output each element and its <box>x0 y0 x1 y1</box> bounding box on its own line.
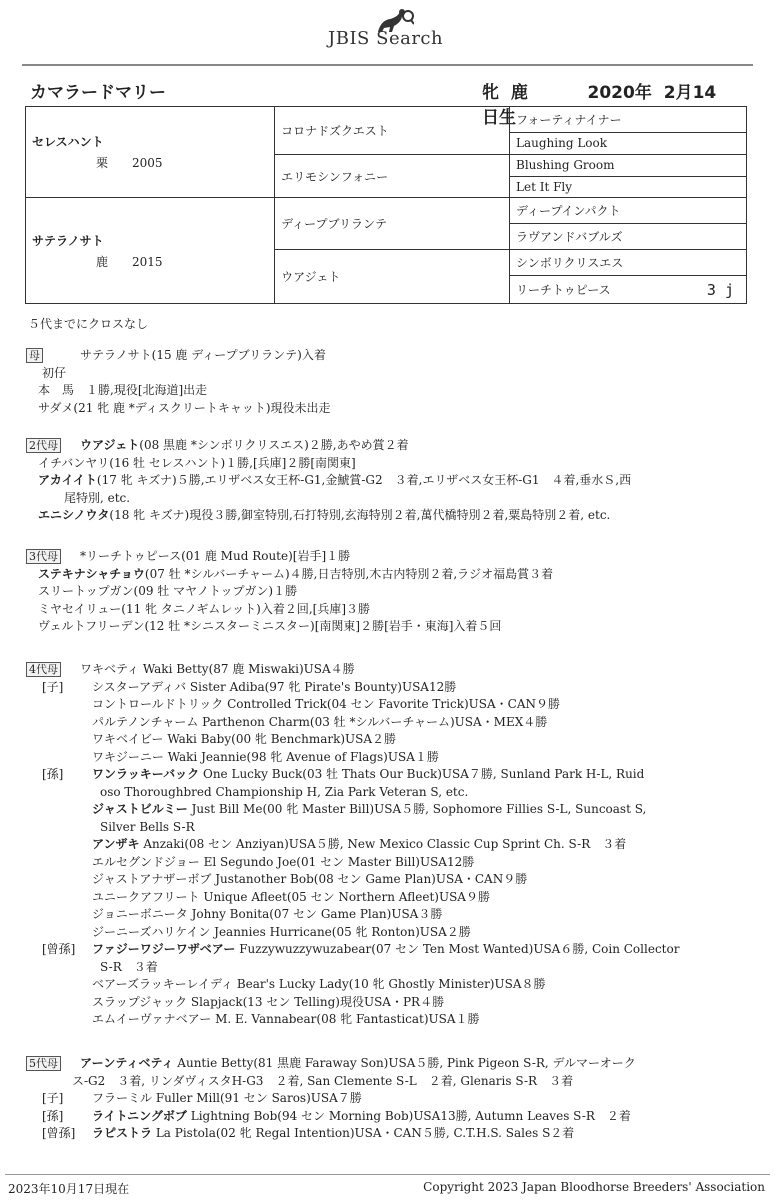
pedigree-gen3: ディープインパクト <box>510 198 747 224</box>
pedigree-gen2: コロナドズクエスト <box>275 107 510 155</box>
horse-color: 鹿 <box>510 83 528 103</box>
record-line: ワキベティ Waki Betty(87 鹿 Miswaki)USA４勝 <box>80 662 355 676</box>
pedigree-gen3: Blushing Groom <box>510 154 747 176</box>
record-line: アカイイト(17 牝 キズナ)５勝,エリザベス女王杯-G1,金鯱賞-G2 ３着,エリザベス女王杯-G1 ４着,垂水Ｓ,西 <box>38 473 632 487</box>
record-line: 初仔 <box>42 365 67 380</box>
dam-name: サテラノサト <box>32 233 104 248</box>
record-line: ベアーズラッキーレイディ Bear's Lucky Lady(10 牝 Ghostly Minister)USA８勝 <box>92 977 546 991</box>
pedigree-gen3: リーチトゥピース <box>516 282 611 297</box>
record-line: ジャストビルミー Just Bill Me(00 牝 Master Bill)USA５勝, Sophomore Fillies S-L, Suncoast S, <box>92 802 647 816</box>
section-tag-label: 2代母 <box>26 438 61 453</box>
pedigree-gen3: フォーティナイナー <box>510 107 747 133</box>
section-tag <box>26 661 67 678</box>
section-tag-label: 母 <box>26 348 43 363</box>
section-tag-label: 5代母 <box>26 1056 61 1071</box>
record-line: イチバンヤリ(16 牡 セレスハント)１勝,[兵庫]２勝[南関東] <box>38 455 356 470</box>
section-tag <box>26 1055 67 1072</box>
pedigree-gen3-last <box>510 276 747 304</box>
record-line: フラーミル Fuller Mill(91 セン Saros)USA７勝 <box>92 1091 362 1105</box>
header <box>0 0 775 60</box>
pedigree-gen2: ディープブリランテ <box>275 198 510 250</box>
section-tag-label: 3代母 <box>26 549 61 564</box>
record-line: Silver Bells S-R <box>100 819 195 834</box>
cross-mark: 3 j <box>706 280 734 299</box>
record-line: ミヤセイリュー(11 牝 タニノギムレット)入着２回,[兵庫]３勝 <box>38 601 371 616</box>
record-line: ユニークアフリート Unique Afleet(05 セン Northern Afleet)USA９勝 <box>92 889 490 904</box>
sire-cell <box>26 107 275 198</box>
cross-note: ５代までにクロスなし <box>28 317 149 331</box>
horse-birth: 2020年 2月14日生 <box>482 83 717 128</box>
record-line: oso Thoroughbred Championship H, Zia Park Veteran S, etc. <box>100 784 469 799</box>
record-line: ウアジェト(08 黒鹿 *シンボリクリスエス)２勝,あやめ賞２着 <box>80 438 409 452</box>
sire-color: 栗 <box>96 156 109 171</box>
record-line: サテラノサト(15 鹿 ディープブリランテ)入着 <box>80 348 326 362</box>
relation-label: [孫] <box>42 1108 64 1123</box>
record-line: エニシノウタ(18 牝 キズナ)現役３勝,御室特別,石打特別,玄海特別２着,萬代橋特別２着,粟島特別２着, etc. <box>38 508 611 522</box>
jbis-search-logo[interactable]: JBIS Search <box>328 28 444 49</box>
sire-name: セレスハント <box>32 135 104 150</box>
dam-cell <box>26 198 275 304</box>
record-line: ヴェルトフリーデン(12 牡 *シニスターミニスター)[南関東]２勝[岩手・東海]入着５回 <box>38 619 502 633</box>
record-line: 尾特別, etc. <box>64 490 131 505</box>
record-line: スラップジャック Slapjack(13 セン Telling)現役USA・PR４勝 <box>92 994 445 1009</box>
record-line: ステキナシャチョウ(07 牡 *シルバーチャーム)４勝,日吉特別,木古内特別２着,ラジオ福島賞３着 <box>38 566 554 581</box>
record-line: エルセグンドジョー El Segundo Joe(01 セン Master Bill)USA12勝 <box>92 854 475 869</box>
record-line: *リーチトゥピース(01 鹿 Mud Route)[岩手]１勝 <box>80 549 351 563</box>
relation-label: [子] <box>42 1091 64 1105</box>
sire-year: 2005 <box>132 156 163 171</box>
dam-year: 2015 <box>132 254 163 269</box>
record-line: スリートップガン(09 牡 マヤノトップガン)１勝 <box>38 584 298 598</box>
horse-sex: 牝 <box>482 83 499 103</box>
record-line: アーンティベティ Auntie Betty(81 黒鹿 Faraway Son)USA５勝, Pink Pigeon S-R, デルマーオーク <box>80 1056 636 1070</box>
record-line: ファジーワジーワザベアー Fuzzywuzzywuzabear(07 セン Ten Most Wanted)USA６勝, Coin Collector <box>92 942 680 956</box>
record-line: ス-G2 ３着, リンダヴィスタH-G3 ２着, San Clemente S-L ２着, Glenaris S-R ３着 <box>72 1073 574 1088</box>
pedigree-gen3: シンボリクリスエス <box>510 250 747 276</box>
record-line: エムイーヴァナベアー M. E. Vannabear(08 牝 Fantasticat)USA１勝 <box>92 1012 480 1026</box>
pedigree-gen2: エリモシンフォニー <box>275 154 510 197</box>
section-tag <box>26 548 67 565</box>
record-line: ジャストアナザーボブ Justanother Bob(08 セン Game Plan)USA・CAN９勝 <box>92 872 528 886</box>
header-divider <box>22 64 753 66</box>
record-line: ワキベイビー Waki Baby(00 牝 Benchmark)USA２勝 <box>92 732 397 746</box>
record-line: ジョニーボニータ Johny Bonita(07 セン Game Plan)USA３勝 <box>92 907 443 921</box>
pedigree-table <box>25 106 747 304</box>
record-line: アンザキ Anzaki(08 セン Anziyan)USA５勝, New Mexico Classic Cup Sprint Ch. S-R ３着 <box>92 837 627 851</box>
dam-color: 鹿 <box>96 254 109 269</box>
footer-date: 2023年10月17日現在 <box>8 1182 130 1196</box>
record-line: ワキジーニー Waki Jeannie(98 牝 Avenue of Flags)USA１勝 <box>92 749 439 764</box>
pedigree-gen2: ウアジェト <box>275 250 510 304</box>
record-line: コントロールドトリック Controlled Trick(04 セン Favorite Trick)USA・CAN９勝 <box>92 697 561 711</box>
relation-label: [曾孫] <box>42 1126 76 1140</box>
record-line: サダメ(21 牝 鹿 *ディスクリートキャット)現役未出走 <box>38 400 331 415</box>
record-line: ラピストラ La Pistola(02 牝 Regal Intention)USA・CAN５勝, C.T.H.S. Sales S２着 <box>92 1126 575 1140</box>
record-line: シスターアディバ Sister Adiba(97 牝 Pirate's Bounty)USA12勝 <box>92 679 457 694</box>
pedigree-gen3: Laughing Look <box>510 133 747 155</box>
record-line: ライトニングボブ Lightning Bob(94 セン Morning Bob)USA13勝, Autumn Leaves S-R ２着 <box>92 1108 631 1123</box>
record-line: パルテノンチャーム Parthenon Charm(03 牡 *シルバーチャーム)USA・MEX４勝 <box>92 714 548 729</box>
pedigree-gen3: ラヴアンドバブルズ <box>510 224 747 250</box>
pedigree-gen3: Let It Fly <box>510 176 747 198</box>
relation-label: [孫] <box>42 767 64 781</box>
record-line: ワンラッキーバック One Lucky Buck(03 牡 Thats Our Buck)USA７勝, Sunland Park H-L, Ruid <box>92 767 645 781</box>
footer-divider <box>5 1174 770 1175</box>
section-tag <box>26 437 67 454</box>
footer-copyright: Copyright 2023 Japan Bloodhorse Breeders' Association <box>423 1180 765 1194</box>
relation-label: [子] <box>42 679 64 694</box>
record-line: S-R ３着 <box>100 959 158 974</box>
relation-label: [曾孫] <box>42 942 76 956</box>
section-tag-label: 4代母 <box>26 662 61 677</box>
record-line: ジーニーズハリケイン Jeannies Hurricane(05 牝 Ronton)USA２勝 <box>92 924 471 939</box>
horse-name: カマラードマリー <box>30 83 166 103</box>
section-tag <box>26 347 49 364</box>
record-line: 本 馬 １勝,現役[北海道]出走 <box>38 383 208 397</box>
